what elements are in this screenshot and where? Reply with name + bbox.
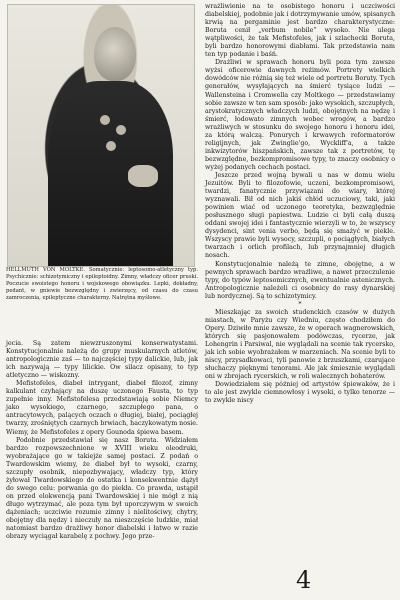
paragraph: wrażliwienie na te osobistego honoru i uczciwości diabelskiej, podobnie jak i dotrzymywanie umów, spisanych krwią na pergaminie jest bardzo charakterystyczne: Boruta cenił „verbum nobile” wysoko. Nie ulega wątpliwości, że tak Mefistofeles, jak i szlachecki Boruta, byli bardzo honorowymi diabłami. Tak przedstawia nam ten typ podanie i baśń. (205, 3, 395, 59)
medal-icon (106, 141, 116, 151)
paragraph: Mieszkając za swoich studenckich czasów w dużych miastach, w Paryżu czy Wiedniu, często chodziłem do Opery. Dziwiło mnie zawsze, że w operach wagnerowskich, których się pasjonowałem podówczas, rycerze, jak Lohengrin i Parsiwal, nie wyglądali na scenie tak rycersko, jak ich sobie wyobrażałem w marzeniach. Na scenie byli to niscy, przysadkowaci, tyli panowie z brzuszkami, czarujące słuchaczy pięknymi tenorami. Ale jak śmiesznie wyglądali oni w zbrojach rycerskich, w roli walecznych bohaterów. (205, 308, 395, 381)
paragraph: Drażliwi w sprawach honoru byli poza tym zawsze wyżsi oficerowie dawnych reżimów. Portrety wielkich dowódców nie różnią się też wiele od portretu Boruty. Tych generałów, wysyłających na śmierć tysiące ludzi — Wallensteina i Cromwella czy Moltkego — przedstawiamy sobie zawsze w ten sam sposób: jako wysokich, szczupłych, arystokratycznych władczych ludzi, obojętnych na nędzę i śmierć, łodowato zimnych wobec wrogów, a bardzo wrażliwych w stosunku do swojego honoru i honoru idei, za którą walczą. Ponurych i krwawych reformatorów religijnych, jak Zwinglie'go, Wyckliff'a, a także inkwizytorów hiszpańskich, zawsze tak z portretów, tę bezwzględne, bezkompromisowe typy, to znaczy osobnicy o wyżej podanych cechach postaci. (205, 59, 395, 171)
paragraph: Podobnie przedstawiał się nasz Boruta. Widziałem bardzo rozpowszechnione w XVIII wieku oleodruki, wyobrażające go w takiejże samej postaci. Z podań o Twardowskim wiemy, że diabeł był to wysoki, czarny, szczupły osobnik, niepozbywający, władczy typ, który żyłował Twardowskiego do ostatka i konsekwentnie dążył do swego celu: porwania go do piekła. Co prawda, ustąpił on przed elokwencją pani Twardowskiej i nie mógł z nią długo wytrzymać, ale poza tym był uporczywym w swoich dążeniach; uczciwie rozumie zimny i nielitościwy, chytry, obojętny dla nędzy i nieczuły na nieszczęście ludzkie, miał natomiast bardzo drażliwy honor diabelski i łatwo w razie obrazy wyciągał karabelę z pochwy. Jego prze- (6, 436, 198, 541)
portrait-photo (7, 4, 195, 267)
section-separator: * (298, 300, 302, 308)
portrait-hand (128, 165, 158, 187)
medal-icon (100, 115, 110, 125)
paragraph: jecia. Są zatem niewzruszonymi konserwatystami. Konstytucjonalnie należą do grupy muskularnych atletów, antropologicznie zaś — to najczęściej typy dalickie, lub, jak ich nazywają — typy lilickie. Ow silacz opisany, to typ atletyczno — wiskozny. (6, 340, 198, 380)
right-column-text (205, 3, 395, 405)
page-number: 4 (296, 566, 312, 594)
left-column-text (6, 340, 198, 541)
portrait-head (94, 27, 136, 81)
paragraph: Konstytucjonalnie należą te zimne, obojętne, a w pewnych sprawach bardzo wrażliwe, a nawet przeczulenie typy, do typów leptosomicznych, ewentualnie astenicznych. Antropologicznie należeli ci osobnicy do rasy dynarskiej lub nordycznej. Są to schizotymicy. (205, 260, 395, 300)
paragraph: Jeszcze przed wojną bywali u nas w domu wielu Jezuitów. Byli to filozofowie, uczeni, bezkompromisowi, twardzi, fanatycznie przywiązani do wiary, której wyznawali. Bił od nich jakiś chłód uczuciowy, taki, jaki powinien wiać od uczonego teoretyka, bezwzględnie posłusznego sługi papiestwa. Ludzie ci byli całą duszą oddani swojej idei i fantastycznie wierzyli w to, że wszyscy dysydenci, sint venia verbo, będą się smażyć w piekle. Wszyscy prawie byli wysocy, szczupli, o pociągłych, białych twarzach i orlich profilach, lub przynajmniej długich nosach. (205, 171, 395, 260)
photo-caption: HELLMUTH VON MOLTKE. Somatycznie: leptosomo-atletyczny typ. Psychicznie: schizotymiczny i epileptoidny. Zimny, władczy oficer pruski. Poczucie swoistego honoru i wojskowego obowiązku. Lepki, dokładny, pedant, w gniewie bezwzględny i zwierzęcy, od czasu do czasu zamroczenia, epileptyczne charakterny. Natrętna myślowe. (6, 267, 198, 301)
paragraph: Dowiedziałem się później od artystów śpiewaków, że i to ale jest zwykle ciemnowłosy i wysoki, o tylko tenorze — to zwykle niscy (205, 381, 395, 405)
paragraph: Mefistofeles, diabeł intrygant, diabeł filozof, zimny kalkulant czyhający na duszę uczonego Fausta, to typ zupełnie inny. Mefistofelesa przedstawiają sobie Niemcy jako wysokiego, czarnego, szczupłego pana, o antracytowych, palących oczach o długiej, białej, pociągłej twarzy, zrośniętych czarnych brwiach, haczykowatym nosie. Wiemy, że Mefistofeles z opery Gounoda śpiewa basem. (6, 380, 198, 436)
medal-icon (116, 125, 126, 135)
